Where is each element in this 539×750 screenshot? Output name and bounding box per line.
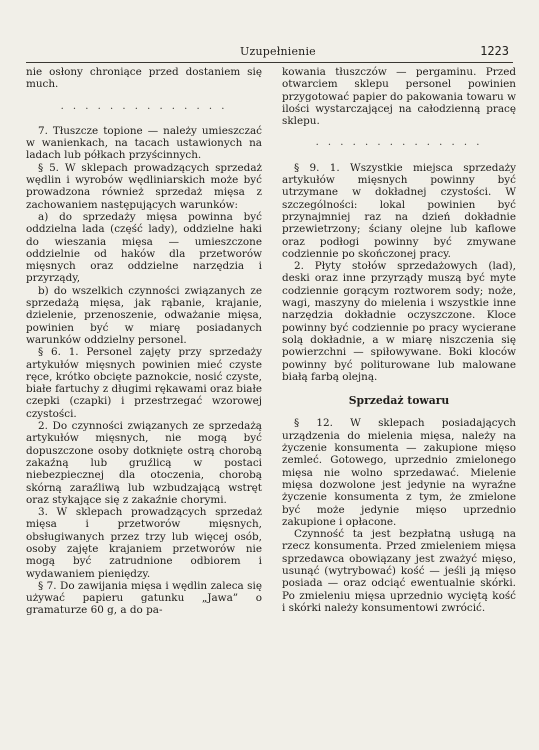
header-rule [26, 62, 513, 63]
paragraph: 7. Tłuszcze topione — należy umieszczać w wanienkach, na tacach ustawionych na ladach lub półkach przyścinnych. [26, 124, 262, 162]
paragraph: kowania tłuszczów — pergaminu. Przed otwarciem sklepu personel powinien przygotować papier do pakowania towaru w ilości wystarczającej na całodzienną pracę sklepu. [282, 66, 516, 128]
paragraph: § 9. 1. Wszystkie miejsca sprzedaży artykułów mięsnych powinny być utrzymane w dokładnej czystości. W szczególności: lokal powinien być przynajmniej raz na dzień dokładnie przewietrzony; ściany olejne lub kaflowe oraz podłogi powinny być zmywane codziennie po skończonej pracy. [282, 161, 516, 260]
section-separator: . . . . . . . . . . . . . . [60, 100, 228, 112]
paragraph: a) do sprzedaży mięsa powinna być oddzielna lada (część lady), oddzielne haki do wieszania mięsa — umieszczone oddzielnie od haków dla przetworów mięsnych oraz oddzielne narzędzia i przyrządy, [26, 210, 262, 285]
paragraph: b) do wszelkich czynności związanych ze sprzedażą mięsa, jak rąbanie, krajanie, dzielenie, przenoszenie, odważanie mięsa, powinien być w miarę posiadanych warunków oddzielny personel. [26, 284, 262, 346]
paragraph: nie osłony chroniące przed dostaniem się much. [26, 66, 262, 91]
section-heading: Sprzedaż towaru [348, 394, 450, 408]
page-header [26, 44, 513, 60]
paragraph: 2. Płyty stołów sprzedażowych (lad), deski oraz inne przyrządy muszą być myte codziennie gorącym roztworem sody; noże, wagi, maszyny do mielenia i wszystkie inne narzędzia dokładnie oczyszczone. Kloce powinny być codziennie po pracy wycierane solą dokładnie, a w miarę niszczenia się powierzchni — spiłowywane. Boki kloców powinny być politurowane lub malowane białą farbą olejną. [282, 260, 516, 383]
paragraph: Czynność ta jest bezpłatną usługą na rzecz konsumenta. Przed zmieleniem mięsa sprzedawca obowiązany jest zważyć mięso, usunąć (wytrybować) kość — jeśli ją mięso posiada — oraz odciąć ewentualnie skórki. Po zmieleniu mięsa uprzednio wyciętą kość i skórki należy konsumentowi zwrócić. [282, 528, 516, 614]
paragraph: § 12. W sklepach posiadających urządzenia do mielenia mięsa, należy na życzenie konsumenta — zakupione mięso zemleć. Gotowego, uprzednio zmielonego mięsa nie wolno sprzedawać. Mielenie mięsa dozwolone jest jedynie na wyraźne życzenie konsumenta z tym, że zmielone być może jedynie mięso uprzednio zakupione i opłacone. [282, 417, 516, 528]
page-number: 1223 [480, 44, 509, 58]
paragraph: § 7. Do zawijania mięsa i wędlin zaleca się używać papieru gatunku „Jawa” o gramaturze 60 g, a do pa- [26, 579, 262, 617]
right-column [282, 66, 516, 614]
paragraph: 3. W sklepach prowadzących sprzedaż mięsa i przetworów mięsnych, obsługiwanych przez trzy lub więcej osób, osoby zajęte krajaniem przetworów nie mogą być zatrudnione odbiorem i wydawaniem pieniędzy. [26, 506, 262, 580]
left-column [26, 66, 262, 617]
paragraph: § 6. 1. Personel zajęty przy sprzedaży artykułów mięsnych powinien mieć czyste ręce, krótko obcięte paznokcie, nosić czyste, białe fartuchy z długimi rękawami oraz białe czepki (czapki) i przestrzegać wzorowej czystości. [26, 346, 262, 420]
paragraph: 2. Do czynności związanych ze sprzedażą artykułów mięsnych, nie mogą być dopuszczone osoby dotknięte ostrą chorobą zakaźną lub gruźlicą w postaci niebezpiecznej dla otoczenia, chorobą skórną zaraźliwą lub wzbudzającą wstręt oraz stykające się z zakaźnie chorymi. [26, 420, 262, 506]
section-separator: . . . . . . . . . . . . . . [315, 137, 483, 149]
running-title: Uzupełnienie [240, 45, 316, 58]
paragraph: § 5. W sklepach prowadzących sprzedaż wędlin i wyrobów wędliniarskich może być prowadzona również sprzedaż mięsa z zachowaniem następujących warunków: [26, 161, 262, 211]
